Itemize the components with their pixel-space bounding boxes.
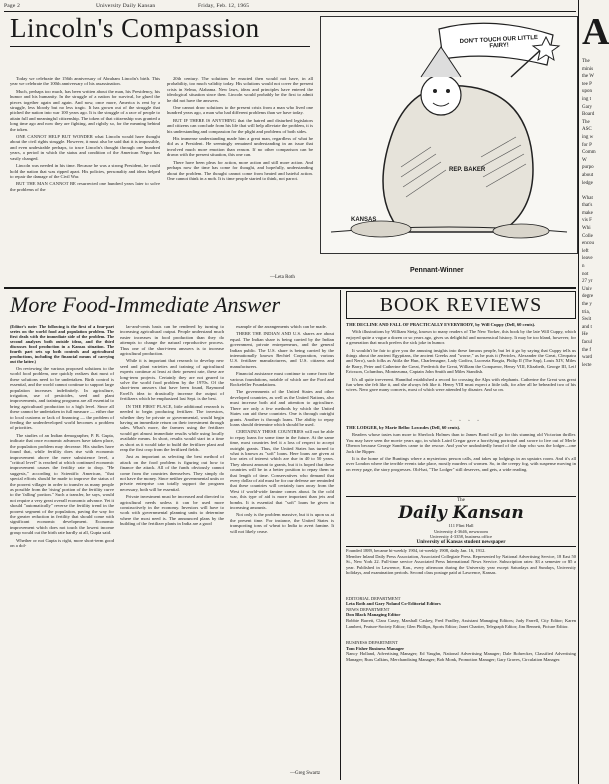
paragraph: 20th century. The solutions he enacted then would not have, in all probability, too much validity today. His solutions would not cover the present crisis in Selma, Alabama. New laws, ideas and principles have entered the ideological situation since then. Lincoln would probably be the first to admit he did not have the answers. [167,76,313,103]
edge-text-line: ing w [582,134,594,140]
food-headline: More Food-Immediate Answer [10,292,281,317]
edge-text-line: the y [582,302,592,307]
masthead-phone: University 4-3358, business office [430,534,492,540]
editorial-cartoon [320,16,578,254]
edge-text-line [582,187,600,195]
paper-name: University Daily Kansan [96,3,156,9]
paragraph: THERE THE INDIAN AND U.S. shares are about equal. The Indian share is being carried by the Indian government, private entrepreneurs, and the general Indian public. The U.S. share is being carried by the internationally known Bechtel Corporation, various U.S. fertilizer manufacturers, and U.S. citizens and manufacturers. [230,331,334,369]
lincoln-column-1 [10,76,160,282]
lincoln-byline: —Leta Roth [270,275,295,280]
paragraph: With illustrations by William Steig, known to many readers of The New Yorker, this book by the late Will Cuppy, which enjoyed quite a vogue a dozen or so years ago, gives us delightful and nonsensical history. It may be too bland, however, for a generation that much prefers the sick joke in humor. [346,329,576,346]
paragraph: Whether or not Gupta is right, more short-term good on a dol- [10,537,114,548]
edge-text-line: tria, [582,309,590,315]
paragraph: While it is important that research to develop new seed and plant varieties and training of agricultural experts continue at least at their present rate, these are long-term projects. Certainly they are not geared to solve the world food problem by the 1970s. Of the short-term answers that have been found, Raymond Ewell's idea to drastically increase the output of fertilizers which he emphasized last Sept. is the best. [120,358,224,402]
section-divider: ◦ ◦ ◦ ◦ [450,419,482,424]
edge-text-line: the W [582,74,594,80]
edge-text-line: The [582,119,590,125]
masthead-the: The [457,498,465,503]
edge-text-line: ledge [582,180,593,186]
paragraph: It's all quite irreverent. Hannibal established a record for crossing the Alps with elephants. Catherine the Great was great fun when she felt like it, and she always felt like it. Henry VIII must expect a little talk, for after all he beheaded two of his wives. Nero gave many concerts, most of which were attended by disaster. And so on. [346,376,576,393]
masthead-about: Founded 1889, became bi-weekly 1904, tri-weekly 1908, daily Jan. 16, 1912. [346,547,486,553]
edge-text-line: Gary [582,104,592,110]
paragraph: There have been pleas for action, more action and still more action. And perhaps now the time has come for thought, and hopefully, understanding about the problem. The thought cannot come from heated and hateful action. One cannot think in a mob. It is time people started to think, not parrot. [167,159,313,181]
edge-text-line: and t [582,324,592,330]
edge-text-line: that's [582,203,593,209]
masthead-address: 111 Flint Hall [448,523,474,528]
edge-text-line: leave [582,256,593,262]
paragraph: Private investment must be increased and directed to agricultural needs unless it can be used more constructively in the economy. Investors will have to work with governmental planning units to determine where the most need is. The announced plans by the building of the fertilizer plants in India are a good [120,494,224,527]
edge-text-line: Comm [582,150,596,156]
issue-date: Friday, Feb. 12, 1965 [198,3,250,9]
masthead-about: Member Inland Daily Press Association, Associated Collegiate Press. Represented by National Advertising Service, 18 East 50 St., New York 22. Full-time service Associated Press International News Service. Subscription rates: $3 a semester or $5 a year. Published in Lawrence, Kan., every afternoon during the University year except Saturdays and Sundays, University holidays, and examination periods. Second class postage paid at Lawrence, Kansas. [346,553,576,576]
food-column-2 [120,324,224,779]
paragraph: BUT IF THERE IS ANYTHING that the hatred and disturbed legislators and citizens can conclude from his life that will help alleviate the problem, it is his understanding and compassion for the plight and problems of both sides. [167,117,313,134]
edge-column [582,58,600,369]
paragraph: Much, perhaps too much, has been written about the man, his Presidency, his humor and his humanity. In the struggle of a nation for survival, he glued the pieces together again and again. And now, once more, America is rent by a struggle, less bloody but no less tragic. It has grown out of the struggle that pitched the nation into war 100 years ago. It is the struggle of a race of people to attain full and meaningful citizenship. The token of that citizenship was granted a long time ago and now they are fighting, and rightly so, for the meaning behind the token. [10,88,160,132]
paragraph: One cannot draw solutions to the present crisis from a man who lived one hundred years ago, a man who had different problems than we have today. [167,105,313,116]
paragraph: On reviewing the various proposed solutions to the world food problem, one quickly realizes that most of these solutions need to be undertaken. Birth control is essential, and the world cannot continue to support large population increases indefinitely. In agriculture, irrigation, use of pesticides, seed and plant improvements, and training programs are all essential to bring agricultural production to a high level. Since all these cannot be undertaken in full measure — either due to local customs or lack of financing — the problem of feeding the underdeveloped world becomes a problem of priorities. [10,366,114,431]
edge-text-line: tee P [582,81,592,87]
masthead-tagline: University of Kansas student newspaper [416,538,506,545]
edge-text-line: the f [582,347,592,353]
edge-text-line: The [582,59,590,64]
book-reviews-header-box [346,291,576,319]
editorial-dept-heading: EDITORIAL DEPARTMENT [346,595,401,601]
edge-text-line: for P [582,142,592,148]
edge-text-line: upon [582,89,592,95]
editors-note: (Editor's note: The following is the first of a four-part series on the world food and population problem. The first deals with the immediate side of the problem. The second analyzes both outside ideas, and the third discusses food production in a Kansas situation. The fourth part sets up both controls and agricultural productions, including the financial means of carrying out the latter.) [10,324,114,364]
news-dept-line: Bobbie Barrett, Clara Casey, Marshall Caskey, Fred Fradley, Assistant Managing Editors; Judy Farrell, City Editor; Karen Lambert, Feature-Society Editor; Glen Phillips, Sports Editor; Janet Chartier, Telegraph Editor; Jim Bennett, Picture Editor. [346,617,576,629]
news-dept-line: Don Black Managing Editor [346,612,401,618]
paragraph: It is the home of the Buntings where a mysterious person calls, and takes up lodgings in an upstairs room. And it's all over London where the terrible events take place, mostly murders of women. So, in the creepy fog, with suspense moving in on every page, the story progresses. Old-hat, "The Lodger" still deserves, and gets, a wide reading. [346,456,576,472]
paragraph: Readers whose tastes turn more to Sherlock Holmes than to James Bond will go for this stunning old Victorian thriller. You may have seen the movie years ago, in which Laird Cregar gave a horrifying portrayal and swore to live out of Merle Oberon because George Sanders came to the rescue. And you've undoubtedly heard of the chap who was the lodger—one Jack the Ripper. [346,432,576,454]
edge-text-line: minis [582,66,594,72]
book-reviews-title: BOOK REVIEWS [379,294,543,316]
edge-headline-letter: A [582,11,609,53]
edge-text-line: make [582,210,593,216]
review-1 [346,322,576,418]
edge-text-line: left [582,248,589,254]
food-column-1 [10,324,114,779]
edge-text-line: Univ [582,286,592,292]
edge-text-line: facul [582,339,592,345]
paragraph: Financial assistance must continue to come from the various foundations, notable of which are the Ford and Rockefeller Foundations. [230,371,334,388]
lincoln-column-2 [167,76,313,276]
paragraph: BUT THE MAN CANNOT BE resurrected one hundred years later to solve the problems of the [10,181,160,192]
review-2 [346,425,576,493]
review-heading: THE DECLINE AND FALL OF PRACTICALLY EVERYBODY, by Will Cuppy (Dell, 60 cents). [346,322,536,327]
edge-text-line: Colle [582,233,593,239]
page-number: Page 2 [4,3,21,9]
paragraph: His immense understanding made him a great man, regardless of what he did as a President. He seemingly remained understanding in an issue that involved much more emotion than reason. If no other comparison can be drawn with the present situation, this one can. [167,136,313,158]
edge-text-line: W [582,157,587,163]
food-byline: —Greg Swartz [290,771,321,776]
business-dept-line: Tom Fisher Business Manager [346,645,405,651]
edge-text-line: 27 yr [582,279,593,285]
edge-text-line: ASC [582,127,592,133]
paragraph: CERTAINLY THESE COUNTRIES will not be able to repay loans for some time in the future. At the same time, most countries feel it a loss of respect to accept outright grants. Thus, the United States has turned to what is known as "soft" loans. Here loans are given at low rates of interest which are due in 40 to 50 years. They almost amount to grants, but it is hoped that these countries will be in a better position to repay them in that length of time. Conservatives who demand that every dollar of aid must be for our defense are reminded that these countries will certainly turn away from the West if world-wide famine comes about. In the cold war, this type of aid is more important than jets and bombs. It is essential that "soft" loans be given in increasing amounts. [230,429,334,510]
paragraph: IN THE FIRST PLACE, little additional research is needed to begin producing fertilizer. The investors, whether they be private or governmental, would begin having an immediate return on their investment through sales. What's more, the farmers using the fertilizer would get almost immediate results while using locally available means. In short, results would start in a time as short as it would take to build the fertilizer plant and reap the first crop from the fertilized fields. [120,403,224,452]
paragraph: The governments of the United States and other developed countries, as well as the United Nations, also must increase both aid and attention to agriculture. There are only a few methods by which the United States can aid these countries. One is through outright grants. Another is through loans. The ability to repay loans should determine which should be used. [230,389,334,427]
paragraph: Today we celebrate the 156th anniversary of Abraham Lincoln's birth. This year we celebrate the 100th anniversary of his assassination. [10,76,160,87]
news-dept-heading: NEWS DEPARTMENT [346,606,390,612]
edge-text-line: Whi [582,226,591,232]
paragraph: Lincoln was needed in his time. Because he was a strong President, he could hold the nation that was ripped apart. His policies, personality and ideas helped to repair the damage of the Civil War. [10,163,160,179]
edge-text-line: n [582,264,585,270]
paragraph: The studies of an Indian demographer, P. B. Gupta, indicate that once economic advances have taken place, the population problem may decrease. His studies have found that, while fertility does rise with economic improvement above the mere subsistence level, a "critical level" is reached at which continued economic improvement causes the fertility rate to drop. "He suggests," according to Scientific American, "that special efforts should be made to improve the status of the poorest villager in order to transfer as many people as possible from the 'rising' portion of the fertility curve to the 'falling' portion." Such a transfer, he says, would not require a very great overall economic advance. Yet it should "automatically" reverse the fertility trend in the poorest segment of the population, paving the way for the greater reduction in fertility that should come with significant economic development. Economic improvement which does not touch the lowest income group would cut the birth rate hardly at all, Gupta said. [10,432,114,536]
business-dept-heading: BUSINESS DEPARTMENT [346,639,398,645]
paragraph: lar-and-cents basis can be rendered by turning to increasing agricultural output. People understand much easier increases in food production than they do attempts to change the natural reproductive process. Thus one of the short-term answers is to increase agricultural production. [120,324,224,357]
cartoon-label: REP. BAKER [449,167,486,173]
edge-text-line: ward [582,355,592,361]
paragraph: ONE CANNOT HELP BUT WONDER what Lincoln would have thought about the civil rights struggle. However, it must also be said that it is impossible, and even undesirable perhaps, to trace Lincoln's thought through one hundred years, a period in which the status and condition of the American Negro has vastly changed. [10,134,160,161]
cartoon-caption: Pennant-Winner [410,267,464,274]
paragraph: example of the arrangements which can be made. [236,324,327,329]
masthead-phone: University 4-3646, newsroom [434,528,488,534]
edge-text-line: Board [582,112,595,118]
review-heading: THE LODGER, by Marie Belloc Lowndes (Dell, 60 cents). [346,425,461,430]
edge-text-line: ing t [582,96,592,102]
edge-text-line: about [582,172,594,178]
food-column-3 [230,324,334,770]
edge-text-line: Swit [582,317,592,323]
masthead [346,498,576,679]
cartoon-label: KANSAS [351,217,377,223]
edge-text-line: purpo [582,165,594,171]
business-dept-line: Nancy Holland, Advertising Manager; Ed Vaughn, National Advertising Manager; Dale Bohrecker, Classified Advertising Manager; Russ Calkins, Merchandising Manager; Bob Monk, Promotion Manager; Gary Graves, Circulation Manager. [346,651,576,662]
edge-text-line: encou [582,241,594,247]
edge-text-line: not [582,271,589,277]
edge-text-line: degre [582,294,594,300]
edge-text-line: He [582,332,588,338]
lincoln-headline: Lincoln's Compassion [10,13,260,43]
masthead-title: Daily Kansan [398,503,524,523]
editorial-dept-line: Leta Roth and Gary Noland Co-Editorial Editors [346,601,441,607]
edge-text-line: vis F [582,218,592,224]
paragraph: It wouldn't be fair to give you the amusing insights into these famous people, but let it go by saying that Cuppy tells us things about the ancient Egyptians, the ancient Greeks and "worse," as he puts it (Pericles, Alexander the Great, Cleopatra and Nero), such folks as Attila the Hun, Charlemagne, Lady Godiva, Lucrezia Borgia, Philip II (The Sap), Louis XIV, Miles de Barry, Peter and Catherine the Great, Frederick the Great, William the Conqueror, Henry VIII, Elizabeth, George III, Leif Ericsson, Columbus, Montezuma, Captain John Smith and Miles Standish. [346,347,576,375]
paragraph: Just as important as selecting the best method of attack on the food problem is figuring out how to finance the attack. All of the funds obviously cannot come from the countries themselves. They simply do not have the money. Since neither governmental units or private enterprise can totally support the program necessary, both will be essential. [120,454,224,492]
edge-text-line: lecte [582,362,592,368]
cartoon-sign-text: DON'T TOUCH OUR LITTLE FAIRY! [459,34,539,50]
paragraph: Not only is the problem massive, but it is upon us at the present time. For instance, the United States is transporting tons of wheat to India to avert famine. It will not likely cease. [230,512,334,534]
edge-text-line: What [582,195,593,201]
